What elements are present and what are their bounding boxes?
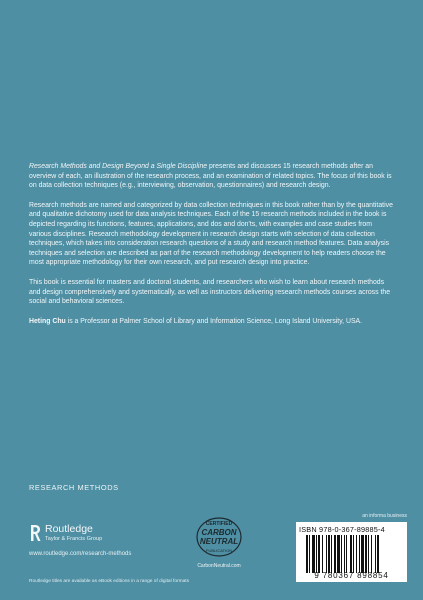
carbon-main-text-2: NEUTRAL [199,537,239,546]
description-paragraph-2: Research methods are named and categorized by data collection techniques in this book rather than by the quantitative and qualitative dichotomy used for data analysis techniques. Each of the 15 research methods included in the book is depicted regarding its functions, features, applications, and dos and don'ts, with examples and case studies from various disciplines. Research methodology development in research design starts with selection of data collection techniques, which takes into consideration research questions of a study and research method features. Data analysis techniques and selection are described as part of the research methodology development to help readers choose the most appropriate methodology for their own research, and put research design into practice. [29,201,393,267]
publisher-name: Routledge [45,523,93,535]
barcode-digits: 9 780367 898854 [314,571,389,580]
informa-label: an informa business [362,513,407,519]
description-text-1: presents and discusses 15 research methods after an overview of each, an illustration of the research process, and an examination of related topics. The focus of this book is on data collection techniques (e.g., interviewing, observation, questionnaires) and research design. [29,163,392,190]
ebook-footnote: Routledge titles are available as eBook editions in a range of digital formats [29,579,189,584]
series-label: RESEARCH METHODS [29,483,119,492]
description-paragraph-1 [29,162,395,191]
publisher-block [29,522,169,562]
isbn-number: ISBN 978-0-367-89885-4 [299,525,385,534]
publisher-url[interactable]: www.routledge.com/research-methods [29,551,132,557]
author-bio-text: is a Professor at Palmer School of Library and Information Science, Long Island University, USA. [65,317,363,325]
carbon-url: CarbonNeutral.com [197,563,241,569]
carbon-main-text-1: CARBON [201,528,237,537]
author-bio [29,317,395,327]
carbon-certified-text: CERTIFIED [205,521,233,527]
description-paragraph-3: This book is essential for masters and doctoral students, and researchers who wish to learn about research methods and design comprehensively and systematically, as well as instructors delivering research methods courses across the social and behavioral sciences. [29,278,391,306]
publisher-group: Taylor & Francis Group [45,536,103,542]
book-description [29,162,395,336]
isbn-barcode-box [296,522,407,582]
routledge-logo-icon [29,524,41,542]
book-title: Research Methods and Design Beyond a Single Discipline [29,163,208,170]
carbon-neutral-icon [188,513,250,563]
carbon-neutral-badge [188,513,250,571]
carbon-publication-text: PUBLICATION [205,548,233,553]
barcode-icon [306,535,402,573]
author-name: Heting Chu [29,317,66,325]
